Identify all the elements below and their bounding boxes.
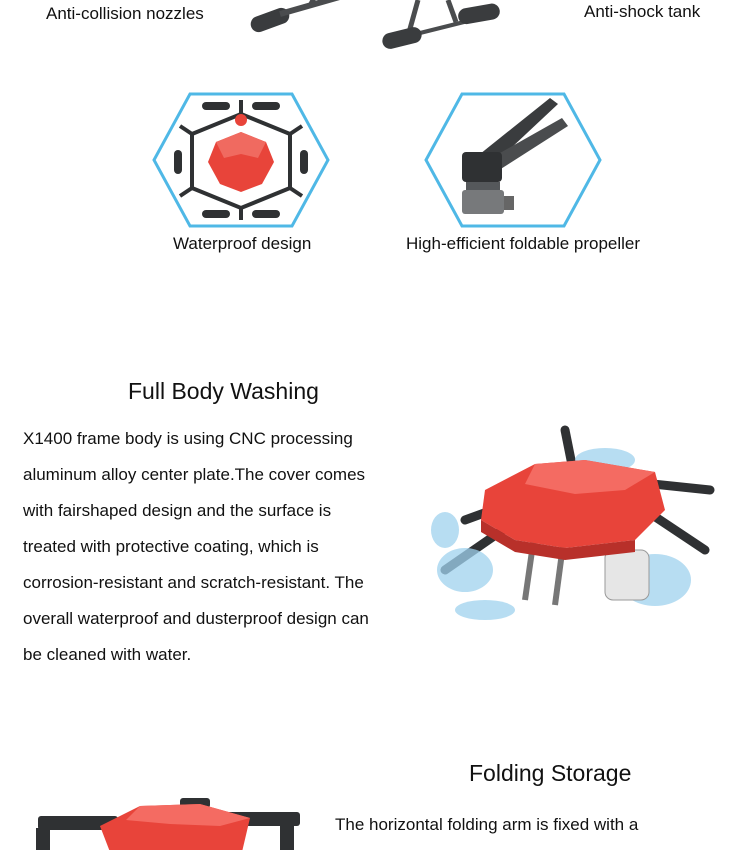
heading-folding-storage: Folding Storage xyxy=(469,760,632,786)
paragraph-line: aluminum alloy center plate.The cover comes xyxy=(23,465,366,484)
foldable-propeller-image xyxy=(422,92,604,228)
paragraph-line: corrosion-resistant and scratch-resistant. The xyxy=(23,573,364,592)
caption-foldable-propeller: High-efficient foldable propeller xyxy=(406,234,641,253)
drone-washing-image xyxy=(425,420,715,620)
paragraph-line: X1400 frame body is using CNC processing xyxy=(23,429,353,448)
landing-gear-image xyxy=(378,0,508,55)
caption-anti-shock-tank: Anti-shock tank xyxy=(584,2,701,21)
folding-storage-paragraph-line: The horizontal folding arm is fixed with a xyxy=(335,815,639,834)
nozzle-arm-image xyxy=(240,0,370,40)
full-body-washing-paragraph xyxy=(23,421,418,673)
heading-full-body-washing: Full Body Washing xyxy=(128,378,319,404)
paragraph-line: be cleaned with water. xyxy=(23,645,192,664)
waterproof-design-image xyxy=(150,92,332,228)
paragraph-line: treated with protective coating, which is xyxy=(23,537,319,556)
paragraph-line: with fairshaped design and the surface is xyxy=(23,501,332,520)
caption-anti-collision-nozzles: Anti-collision nozzles xyxy=(46,4,204,23)
caption-waterproof-design: Waterproof design xyxy=(173,234,312,253)
drone-folded-image xyxy=(30,798,310,850)
paragraph-line: overall waterproof and dusterproof design can xyxy=(23,609,369,628)
